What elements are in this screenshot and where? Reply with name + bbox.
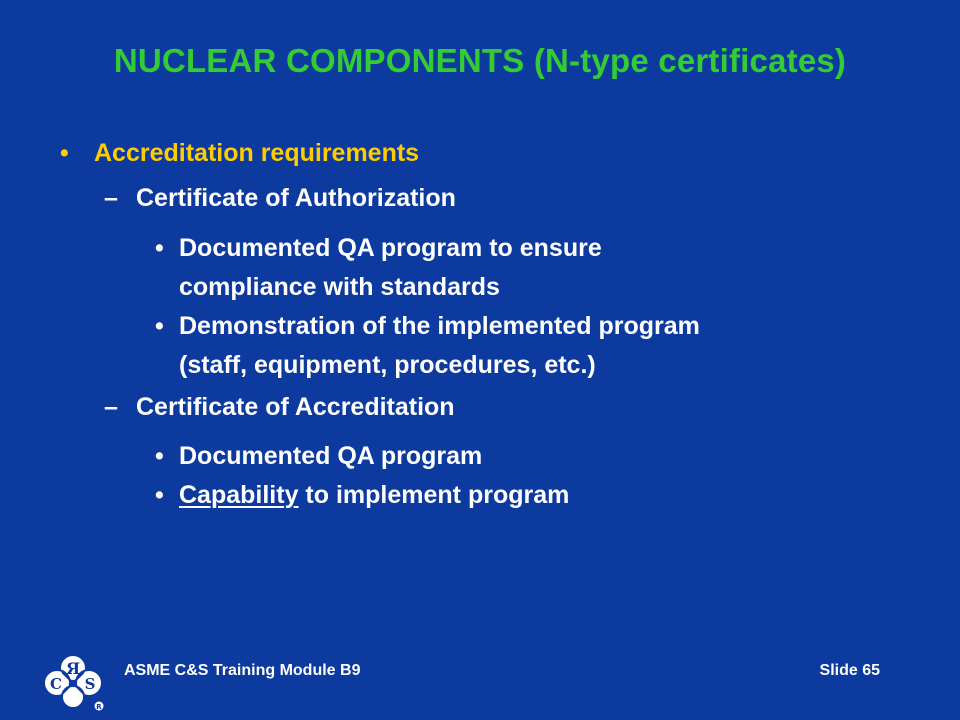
- section-heading-text: Certificate of Accreditation: [136, 393, 455, 421]
- slide-number: Slide 65: [819, 662, 880, 679]
- level1-text: Accreditation requirements: [94, 139, 420, 167]
- asme-cs-cloverleaf-logo-icon: [40, 650, 106, 712]
- sub-bullet-line: [179, 476, 569, 515]
- bullet-dot: •: [60, 139, 69, 167]
- sub-bullet-line: (staff, equipment, procedures, etc.): [179, 351, 596, 379]
- svg-text:C: C: [50, 675, 62, 693]
- slide-title: NUCLEAR COMPONENTS (N-type certificates): [113, 42, 847, 79]
- bullet-dot: •: [155, 312, 164, 340]
- footer-module-name: ASME C&S Training Module B9: [124, 662, 361, 679]
- dash-mark: –: [104, 184, 118, 212]
- bullet-dot: •: [155, 481, 164, 509]
- sub-bullet-line: Demonstration of the implemented program: [179, 312, 700, 340]
- dash-mark: –: [104, 393, 118, 421]
- svg-text:Я: Я: [65, 659, 81, 678]
- section-heading-text: Certificate of Authorization: [136, 184, 456, 212]
- svg-text:R: R: [96, 703, 102, 711]
- bullet-dot: •: [155, 442, 164, 470]
- svg-text:S: S: [84, 675, 96, 693]
- bullet-dot: •: [155, 234, 164, 262]
- sub-bullet-line: Documented QA program to ensure: [179, 234, 602, 262]
- underlined-word: Capability: [179, 481, 299, 509]
- sub-bullet-line: compliance with standards: [179, 273, 500, 301]
- sub-bullet-rest: to implement program: [298, 481, 570, 509]
- sub-bullet-line: Documented QA program: [179, 442, 483, 470]
